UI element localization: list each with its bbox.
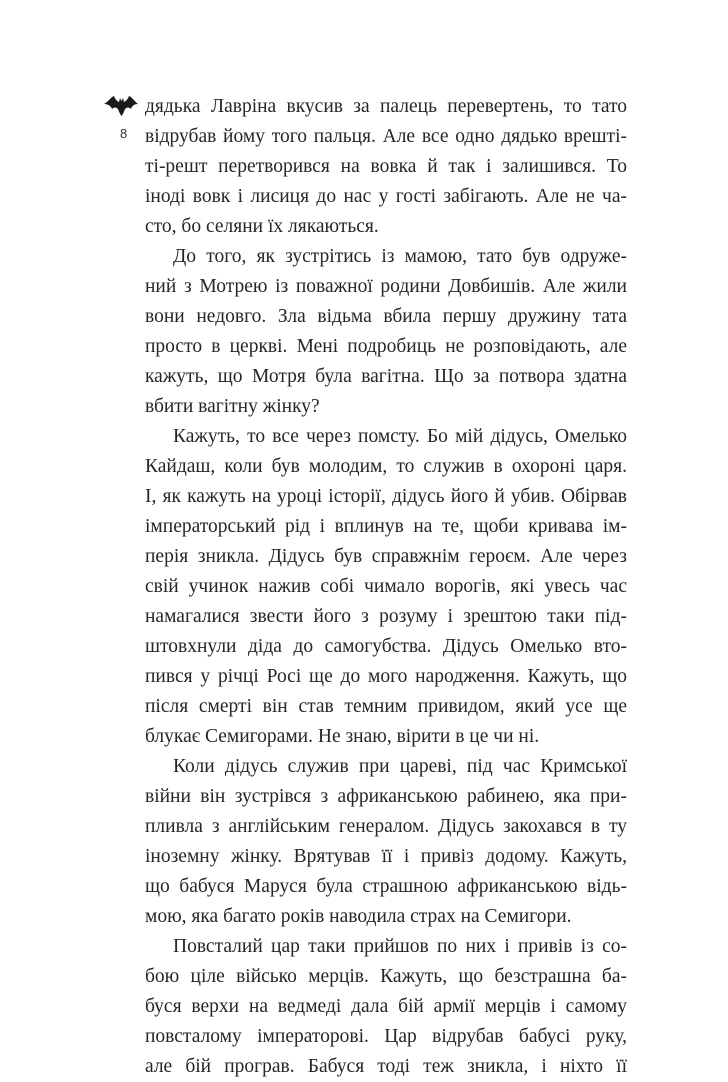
text-line: Кажуть, то все через помсту. Бо мій дідусь, Омелько bbox=[173, 426, 627, 447]
text-line: блукає Семигорами. Не знаю, вірити в це чи ні. bbox=[145, 726, 540, 747]
text-line: мою, яка багато років наводила страх на Семигори. bbox=[145, 906, 572, 927]
text-line: бою ціле військо мерців. Кажуть, що безстрашна ба- bbox=[145, 966, 627, 987]
text-line: після смерті він став темним привидом, який усе ще bbox=[145, 696, 627, 717]
paragraph bbox=[145, 242, 627, 422]
text-line: Коли дідусь служив при цареві, під час Кримської bbox=[173, 756, 627, 777]
text-line: штовхнули діда до самогубства. Дідусь Омелько вто- bbox=[145, 636, 627, 657]
text-line: намагалися звести його з розуму і зрештою таки під- bbox=[145, 606, 627, 627]
text-line: сто, бо селяни їх лякаються. bbox=[145, 216, 379, 237]
text-line: ті-решт перетворився на вовка й так і залишився. То bbox=[145, 156, 627, 177]
text-line: пився у річці Росі ще до мого народження. Кажуть, що bbox=[145, 666, 627, 687]
text-line: дядька Лавріна вкусив за палець перевертень, то тато bbox=[145, 96, 627, 117]
text-line: іноді вовк і лисиця до нас у гості забігають. Але не ча- bbox=[145, 186, 627, 207]
text-line: ний з Мотрею із поважної родини Довбишів. Але жили bbox=[145, 276, 627, 297]
page-number: 8 bbox=[120, 126, 128, 141]
body-text bbox=[145, 92, 627, 1082]
text-line: Кайдаш, коли був молодим, то служив в охороні царя. bbox=[145, 456, 627, 477]
text-line: іноземну жінку. Врятував її і привіз додому. Кажуть, bbox=[145, 846, 627, 867]
text-line: просто в церкві. Мені подробиць не розповідають, але bbox=[145, 336, 627, 357]
paragraph bbox=[145, 932, 627, 1082]
text-line: Повсталий цар таки прийшов по них і привів із со- bbox=[173, 936, 627, 957]
text-line: але бій програв. Бабуся тоді теж зникла, і ніхто її bbox=[145, 1056, 627, 1077]
text-line: що бабуся Маруся була страшною африканською відь- bbox=[145, 876, 627, 897]
text-line: пливла з англійським генералом. Дідусь закохався в ту bbox=[145, 816, 627, 837]
text-line: кажуть, що Мотря була вагітна. Що за потвора здатна bbox=[145, 366, 627, 387]
text-line: вбити вагітну жінку? bbox=[145, 396, 320, 417]
text-line: відрубав йому того пальця. Але все одно дядько врешті- bbox=[145, 126, 627, 147]
text-line: вони недовго. Зла відьма вбила першу дружину тата bbox=[145, 306, 627, 327]
text-line: буся верхи на ведмеді дала бій армії мерців і самому bbox=[145, 996, 627, 1017]
bat-icon bbox=[103, 94, 139, 118]
text-line: війни він зустрівся з африканською рабинею, яка при- bbox=[145, 786, 627, 807]
paragraph bbox=[145, 752, 627, 932]
text-line: І, як кажуть на уроці історії, дідусь його й убив. Обірвав bbox=[145, 486, 627, 507]
text-line: перія зникла. Дідусь був справжнім героєм. Але через bbox=[145, 546, 627, 567]
text-line: повсталому імператорові. Цар відрубав бабусі руку, bbox=[145, 1026, 627, 1047]
paragraph bbox=[145, 422, 627, 752]
text-line: До того, як зустрітись із мамою, тато був одруже- bbox=[173, 246, 627, 267]
paragraph bbox=[145, 92, 627, 242]
text-line: свій учинок нажив собі чимало ворогів, які увесь час bbox=[145, 576, 627, 597]
text-line: імператорський рід і вплинув на те, щоби кривава ім- bbox=[145, 516, 627, 537]
